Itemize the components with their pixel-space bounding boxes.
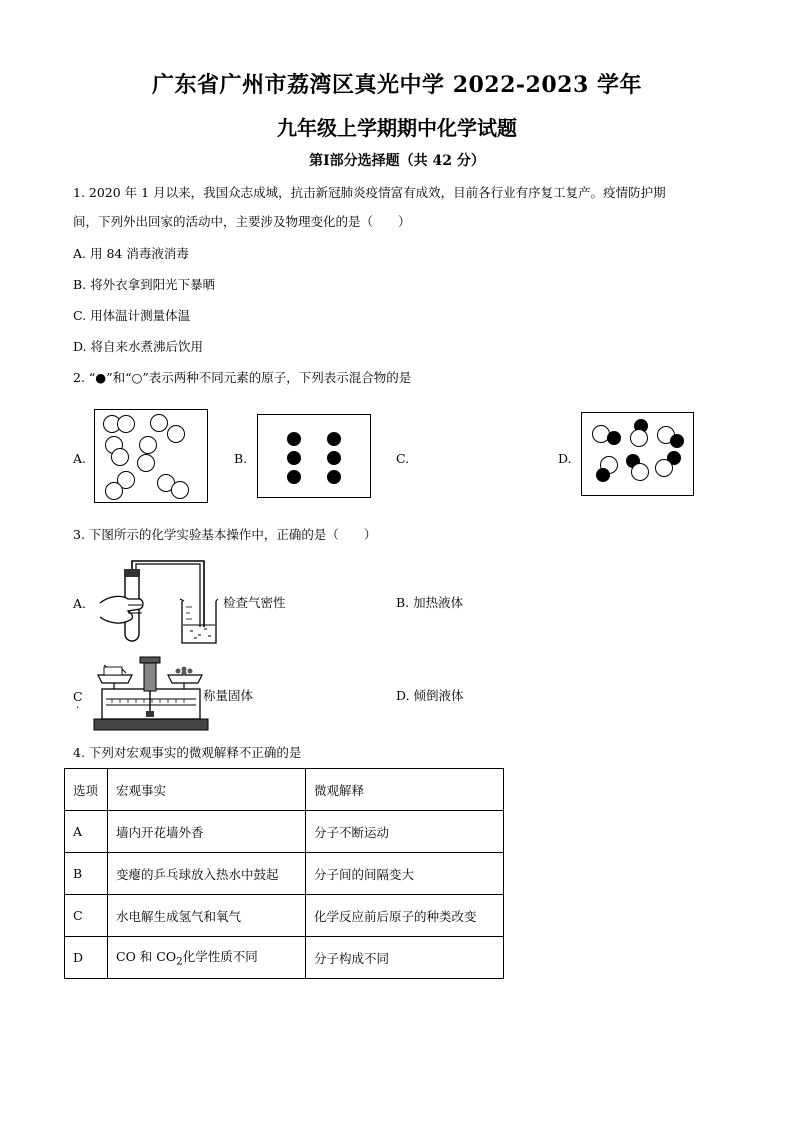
table-cell: 化学反应前后原子的种类改变 — [306, 895, 504, 937]
table-cell: A — [65, 811, 108, 853]
q4-table — [64, 768, 504, 979]
table-row — [65, 811, 504, 853]
white-atom — [167, 425, 185, 443]
formula-subscript: 2 — [176, 955, 183, 968]
table-cell: 水电解生成氢气和氧气 — [108, 895, 306, 937]
q3-option-c-dot: · — [76, 703, 80, 714]
q1-stem-line2: 间，下列外出回家的活动中，主要涉及物理变化的是（ ） — [73, 214, 411, 229]
formula-prefix: CO 和 CO — [116, 949, 177, 965]
table-cell: 分子构成不同 — [306, 937, 504, 979]
black-atom — [327, 451, 341, 465]
formula-suffix: 化学性质不同 — [182, 949, 258, 965]
black-atom — [670, 434, 684, 448]
table-row — [65, 895, 504, 937]
black-atom — [287, 451, 301, 465]
table-row — [65, 937, 504, 979]
white-atom — [139, 436, 157, 454]
table-cell: C — [65, 895, 108, 937]
table-cell: 墙内开花墙外香 — [108, 811, 306, 853]
q2-label-d: D. — [558, 451, 572, 466]
q1-option-b: B. 将外衣拿到阳光下暴晒 — [73, 277, 216, 292]
table-cell: 变瘪的乒乓球放入热水中鼓起 — [108, 853, 306, 895]
airtightness-check-illustration — [94, 555, 224, 647]
q2-diagram-d — [581, 412, 694, 496]
q3-option-d: D. 倾倒液体 — [396, 688, 464, 703]
q3-option-b: B. 加热液体 — [396, 595, 464, 610]
table-cell-formula — [108, 937, 306, 979]
q3-stem: 3. 下图所示的化学实验基本操作中，正确的是（ ） — [73, 527, 377, 542]
black-atom — [596, 468, 610, 482]
q3-option-c-text: 称量固体 — [203, 688, 254, 703]
q3-option-c-label: C — [73, 689, 83, 704]
white-atom — [137, 454, 155, 472]
black-atom — [327, 432, 341, 446]
balance-weighing-illustration — [92, 655, 210, 733]
black-atom — [327, 470, 341, 484]
q2-stem: 2. “●”和“○”表示两种不同元素的原子，下列表示混合物的是 — [73, 370, 412, 385]
table-cell: 分子不断运动 — [306, 811, 504, 853]
white-atom — [171, 481, 189, 499]
black-atom — [607, 431, 621, 445]
section-title: 第Ⅰ部分选择题（共 42 分） — [309, 153, 485, 169]
q4-stem: 4. 下列对宏观事实的微观解释不正确的是 — [73, 745, 302, 760]
q2-label-c: C. — [396, 451, 410, 466]
table-cell: B — [65, 853, 108, 895]
table-header-cell: 选项 — [65, 769, 108, 811]
black-atom — [287, 470, 301, 484]
q1-stem-line1: 1. 2020 年 1 月以来，我国众志成城，抗击新冠肺炎疫情富有成效，目前各行业有序复工复产。疫情防护期 — [73, 185, 666, 200]
q1-option-a: A. 用 84 消毒液消毒 — [73, 246, 189, 261]
white-atom — [631, 463, 649, 481]
table-header-cell: 宏观事实 — [108, 769, 306, 811]
white-atom — [117, 415, 135, 433]
page-title: 广东省广州市荔湾区真光中学 2022-2023 学年 — [152, 72, 642, 98]
q2-diagram-b — [257, 414, 371, 498]
white-atom — [655, 459, 673, 477]
page-subtitle: 九年级上学期期中化学试题 — [277, 116, 517, 140]
q2-label-b: B. — [234, 451, 248, 466]
q3-option-a-text: 检查气密性 — [223, 595, 286, 610]
white-atom — [105, 482, 123, 500]
table-header-cell: 微观解释 — [306, 769, 504, 811]
q1-option-c: C. 用体温计测量体温 — [73, 308, 191, 323]
q1-option-d: D. 将自来水煮沸后饮用 — [73, 339, 204, 354]
table-cell: D — [65, 937, 108, 979]
white-atom — [150, 414, 168, 432]
table-cell: 分子间的间隔变大 — [306, 853, 504, 895]
white-atom — [111, 448, 129, 466]
black-atom — [287, 432, 301, 446]
table-row — [65, 853, 504, 895]
table-header-row — [65, 769, 504, 811]
q2-label-a: A. — [73, 451, 87, 466]
white-atom — [630, 429, 648, 447]
q3-option-a-label: A. — [73, 596, 87, 611]
q2-diagram-a — [94, 409, 208, 503]
